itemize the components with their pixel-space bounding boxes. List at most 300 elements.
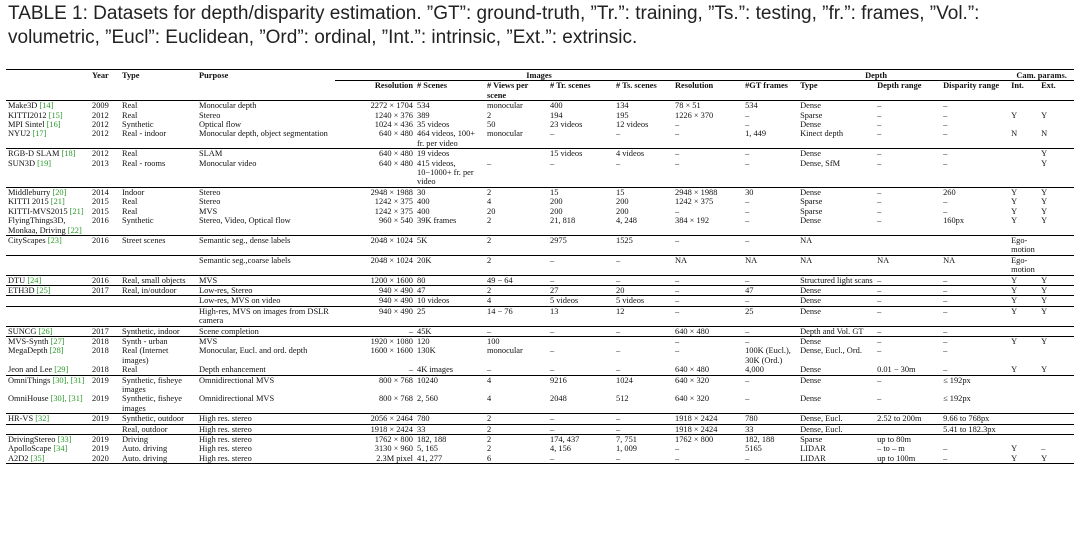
cell-train-scenes: 200 xyxy=(550,197,563,207)
cell-disparity-range xyxy=(941,435,1009,445)
cell-intrinsic xyxy=(1009,414,1039,424)
citation-link[interactable]: [16] xyxy=(46,120,61,130)
table-row xyxy=(6,159,1074,188)
table-row xyxy=(6,216,1074,235)
cell-test-scenes: 512 xyxy=(616,394,629,404)
cell-depth-range: – xyxy=(875,187,941,197)
cell-num-scenes: 33 xyxy=(415,424,485,434)
cell-intrinsic: Y xyxy=(1009,454,1039,464)
cell-views-per-scene: 2 xyxy=(485,255,548,275)
cell-disparity-range: – xyxy=(943,365,948,375)
citation-link[interactable]: [15] xyxy=(48,110,63,120)
cell-disparity-range: 9.66 to 768px xyxy=(941,414,1009,424)
cell-views-per-scene: – xyxy=(485,326,548,336)
header-num-scenes: # Scenes xyxy=(415,81,485,101)
cell-depth-resolution: – xyxy=(673,454,743,464)
cell-image-resolution: 2948 × 1988 xyxy=(335,187,415,197)
citation-link[interactable]: [30], [31] xyxy=(52,375,85,385)
cell-train-scenes: – xyxy=(548,424,614,434)
cell-depth-type: Dense xyxy=(800,216,821,226)
cell-depth-range: up to 80m xyxy=(875,435,941,445)
cell-test-scenes: – xyxy=(614,424,673,434)
cell-views-per-scene: 2 xyxy=(487,444,492,454)
cell-depth-range: – xyxy=(875,336,941,346)
cell-views-per-scene: 2 xyxy=(485,187,548,197)
cell-views-per-scene: 49 − 64 xyxy=(485,275,548,285)
cell-train-scenes: 27 xyxy=(548,285,614,295)
cell-train-scenes: 2975 xyxy=(548,235,614,255)
cell-type: Real, outdoor xyxy=(120,424,197,434)
cell-num-scenes: 80 xyxy=(415,275,485,285)
cell-depth-resolution: – xyxy=(673,275,743,285)
cell-gt-frames: – xyxy=(745,197,750,207)
cell-test-scenes: 134 xyxy=(614,101,673,111)
cell-gt-frames: 780 xyxy=(743,414,798,424)
cell-disparity-range: – xyxy=(941,296,1009,306)
cell-disparity-range: – xyxy=(941,101,1009,111)
header-dataset xyxy=(6,70,90,81)
cell-views-per-scene: 2 xyxy=(487,110,492,120)
cell-gt-frames: – xyxy=(745,158,750,168)
cell-intrinsic xyxy=(1009,435,1039,445)
cell-disparity-range: – xyxy=(943,346,948,356)
cell-intrinsic: Y xyxy=(1009,336,1039,346)
table-row xyxy=(6,235,1074,255)
cell-views-per-scene: 4 xyxy=(487,394,492,404)
cell-type: Auto. driving xyxy=(120,454,197,464)
cell-type: Synthetic xyxy=(122,216,154,226)
cell-intrinsic: Y xyxy=(1009,296,1039,306)
cell-dataset xyxy=(6,435,90,445)
citation-link[interactable]: [30], [31] xyxy=(50,394,83,404)
cell-dataset xyxy=(6,159,90,188)
cell-depth-range: – xyxy=(875,285,941,295)
citation-link[interactable]: [29] xyxy=(54,365,69,375)
cell-disparity-range: 260 xyxy=(941,187,1009,197)
cell-extrinsic: Y xyxy=(1039,187,1074,197)
cell-depth-type: Sparse xyxy=(798,435,875,445)
cell-gt-frames: – xyxy=(743,326,798,336)
cell-depth-type: Sparse xyxy=(800,206,823,216)
cell-depth-type: Kinect depth xyxy=(800,129,844,139)
citation-link[interactable]: [19] xyxy=(37,158,52,168)
cell-type: Driving xyxy=(120,435,197,445)
cell-image-resolution: 2048 × 1024 xyxy=(335,255,415,275)
cell-purpose: Depth enhancement xyxy=(199,365,266,375)
cell-disparity-range: – xyxy=(943,120,948,130)
dataset-name: KITTI2012 xyxy=(8,110,47,120)
cell-extrinsic xyxy=(1039,326,1074,336)
dataset-name: RGB-D SLAM xyxy=(8,149,60,159)
cell-depth-range xyxy=(875,424,941,434)
table-row xyxy=(6,111,1074,120)
cell-type xyxy=(120,306,197,326)
cell-intrinsic xyxy=(1009,326,1039,336)
cell-depth-resolution: 2948 × 1988 xyxy=(673,187,743,197)
header-depth-type: Type xyxy=(798,81,875,101)
cell-type: Real xyxy=(120,101,197,111)
cell-extrinsic: Y xyxy=(1039,149,1074,159)
cell-extrinsic: N xyxy=(1041,129,1048,139)
cell-dataset xyxy=(6,424,90,434)
cell-extrinsic xyxy=(1039,414,1074,424)
table-row xyxy=(6,414,1074,424)
header-group-cam-params: Cam. params. xyxy=(1009,70,1074,81)
cell-depth-resolution: – xyxy=(673,235,743,255)
cell-views-per-scene: 50 xyxy=(487,120,496,130)
cell-purpose: Omnidirectional MVS xyxy=(197,375,335,394)
cell-depth-type: Dense xyxy=(798,375,875,394)
cell-depth-range: – xyxy=(875,275,941,285)
citation-link[interactable]: [24] xyxy=(27,275,42,285)
cell-type: Auto. driving xyxy=(122,444,168,454)
cell-type: Street scenes xyxy=(120,235,197,255)
cell-views-per-scene: 2 xyxy=(485,235,548,255)
datasets-table xyxy=(6,69,1074,464)
cell-image-resolution: 800 × 768 xyxy=(335,375,415,394)
cell-extrinsic: Y xyxy=(1041,365,1048,375)
cell-depth-type: NA xyxy=(798,235,875,255)
citation-link[interactable]: [17] xyxy=(32,129,47,139)
cell-gt-frames: – xyxy=(745,206,750,216)
citation-link[interactable]: [34] xyxy=(53,444,68,454)
cell-train-scenes: – xyxy=(550,365,555,375)
cell-views-per-scene: 6 xyxy=(485,454,548,464)
cell-image-resolution: 1762 × 800 xyxy=(335,435,415,445)
dataset-name: HR-VS xyxy=(8,414,34,424)
cell-train-scenes: – xyxy=(548,326,614,336)
table-row xyxy=(6,275,1074,285)
cell-intrinsic: N xyxy=(1011,129,1018,139)
cell-gt-frames: – xyxy=(745,110,750,120)
cell-extrinsic: Y xyxy=(1041,216,1048,226)
cell-test-scenes: 1525 xyxy=(614,235,673,255)
cell-dataset xyxy=(6,414,90,424)
cell-purpose: High res. stereo xyxy=(199,444,252,454)
cell-disparity-range: NA xyxy=(941,255,1009,275)
cell-depth-resolution: 640 × 320 xyxy=(675,394,710,404)
cell-dataset xyxy=(6,306,90,326)
cell-views-per-scene: monocular xyxy=(485,101,548,111)
cell-views-per-scene: 100 xyxy=(485,336,548,346)
cell-dataset xyxy=(6,101,90,111)
cell-test-scenes: 4, 248 xyxy=(616,216,637,226)
cell-test-scenes: 15 xyxy=(614,187,673,197)
cell-depth-range: – xyxy=(875,375,941,394)
cell-train-scenes: – xyxy=(548,454,614,464)
table-body xyxy=(6,101,1074,464)
cell-train-scenes: 23 videos xyxy=(550,120,583,130)
cell-type: Real xyxy=(122,206,138,216)
cell-train-scenes: – xyxy=(550,129,555,139)
cell-depth-range: – xyxy=(877,120,882,130)
cell-type: Real - indoor xyxy=(122,129,167,139)
cell-test-scenes: – xyxy=(614,414,673,424)
cell-depth-type: Dense xyxy=(800,394,821,404)
cell-gt-frames: 30 xyxy=(743,187,798,197)
cell-image-resolution: 2056 × 2464 xyxy=(335,414,415,424)
header-depth-range: Depth range xyxy=(875,81,941,101)
cell-year: 2016 xyxy=(90,235,120,255)
cell-intrinsic xyxy=(1009,424,1039,434)
citation-link[interactable]: [18] xyxy=(61,149,76,159)
cell-purpose: Monocular depth, object segmentation xyxy=(199,129,328,139)
cell-gt-frames: 534 xyxy=(743,101,798,111)
cell-views-per-scene: 2 xyxy=(485,285,548,295)
cell-depth-resolution: – xyxy=(673,296,743,306)
cell-train-scenes: – xyxy=(548,275,614,285)
table-caption: TABLE 1: Datasets for depth/disparity estimation. ”GT”: ground-truth, ”Tr.”: training, ”Ts.”: testing, ”fr.”: frames, ”Vol.”: volumetric, ”Eucl”: Euclidean, ”Ord”: ordinal, ”Int.”: intrinsic, ”Ext.”: extrinsic. xyxy=(8,3,980,48)
cell-intrinsic: Y xyxy=(1011,365,1018,375)
cell-depth-range: – xyxy=(875,306,941,326)
citation-link[interactable]: [26] xyxy=(38,326,53,336)
table-row xyxy=(6,306,1074,326)
cell-year: 2019 xyxy=(90,435,120,445)
cell-dataset xyxy=(6,454,90,464)
cell-image-resolution: 940 × 490 xyxy=(335,296,415,306)
cell-dataset xyxy=(6,149,90,159)
cell-depth-type: Dense xyxy=(800,365,821,375)
cell-test-scenes: 1, 009 xyxy=(616,444,637,454)
cell-depth-type: Dense xyxy=(798,296,875,306)
table-row xyxy=(6,454,1074,464)
cell-gt-frames: – xyxy=(743,275,798,285)
cell-depth-type: Dense, Eucl. xyxy=(798,424,875,434)
cell-gt-frames: – xyxy=(745,394,750,404)
cell-depth-type: Dense, SfM xyxy=(800,158,841,168)
cell-purpose: Semantic seg., dense labels xyxy=(197,235,335,255)
cell-extrinsic xyxy=(1039,424,1074,434)
cell-depth-resolution: – xyxy=(675,158,680,168)
cell-disparity-range: – xyxy=(943,129,948,139)
cell-purpose: High res. stereo xyxy=(197,454,335,464)
cell-intrinsic: Y xyxy=(1009,187,1039,197)
cell-year: 2012 xyxy=(92,120,109,130)
cell-depth-type: LIDAR xyxy=(798,454,875,464)
cell-test-scenes: – xyxy=(616,365,621,375)
cell-num-scenes: 19 videos xyxy=(415,149,485,159)
table-row xyxy=(6,326,1074,336)
cell-intrinsic: Y xyxy=(1009,306,1039,326)
cell-year: 2012 xyxy=(92,110,109,120)
cell-depth-resolution: – xyxy=(673,149,743,159)
cell-extrinsic xyxy=(1039,394,1074,413)
cell-test-scenes: – xyxy=(616,346,621,356)
cell-extrinsic xyxy=(1039,375,1074,394)
cell-depth-type: Dense, Eucl. xyxy=(798,414,875,424)
cell-train-scenes: – xyxy=(550,158,555,168)
cell-disparity-range: – xyxy=(941,336,1009,346)
cell-depth-resolution: – xyxy=(675,206,680,216)
cell-year: 2018 xyxy=(90,336,120,346)
citation-link[interactable]: [20] xyxy=(52,187,67,197)
cell-dataset xyxy=(6,285,90,295)
cell-purpose: High res. stereo xyxy=(197,414,335,424)
cell-views-per-scene: – xyxy=(487,365,492,375)
cell-dataset xyxy=(6,111,90,120)
citation-link[interactable]: [21] xyxy=(69,206,84,216)
cell-dataset xyxy=(6,207,90,216)
cell-views-per-scene: 4 xyxy=(485,296,548,306)
cell-depth-type: Dense, Eucl., Ord. xyxy=(800,346,862,356)
cell-views-per-scene: – xyxy=(487,158,492,168)
cell-gt-frames: – xyxy=(745,216,750,226)
citation-link[interactable]: [21] xyxy=(50,197,65,207)
cell-year xyxy=(90,255,120,275)
cell-views-per-scene: 2 xyxy=(485,435,548,445)
cell-dataset xyxy=(6,120,90,129)
header-intrinsic: Int. xyxy=(1009,81,1039,101)
cell-gt-frames: 5165 xyxy=(745,444,762,454)
cell-depth-type: Sparse xyxy=(800,197,823,207)
cell-views-per-scene: 2 xyxy=(487,216,492,226)
header-depth-resolution: Resolution xyxy=(673,81,743,101)
cell-year: 2012 xyxy=(90,149,120,159)
cell-image-resolution: 1242 × 375 xyxy=(374,197,413,207)
cell-purpose: Monocular video xyxy=(199,158,257,168)
cell-intrinsic: Y xyxy=(1011,216,1018,226)
cell-gt-frames: 182, 188 xyxy=(743,435,798,445)
cell-num-scenes: 45K xyxy=(415,326,485,336)
citation-link[interactable]: [23] xyxy=(47,235,62,245)
cell-purpose: Stereo, Video, Optical flow xyxy=(199,216,291,226)
cell-num-scenes: 4K images xyxy=(417,365,454,375)
cell-year xyxy=(90,306,120,326)
cell-extrinsic: Y xyxy=(1039,336,1074,346)
cell-disparity-range: – xyxy=(941,285,1009,295)
cell-dataset xyxy=(6,375,90,394)
cell-type: Real xyxy=(122,365,138,375)
cell-intrinsic: Y xyxy=(1011,197,1018,207)
cell-depth-resolution: 1918 × 2424 xyxy=(673,414,743,424)
cell-test-scenes: – xyxy=(616,158,621,168)
table-row xyxy=(6,336,1074,346)
cell-num-scenes: 780 xyxy=(415,414,485,424)
cell-year: 2017 xyxy=(90,285,120,295)
cell-gt-frames: – xyxy=(743,454,798,464)
header-extrinsic: Ext. xyxy=(1039,81,1074,101)
citation-link[interactable]: [28] xyxy=(49,346,64,356)
cell-image-resolution: 2.3M pixel xyxy=(335,454,415,464)
citation-link[interactable]: [22] xyxy=(67,225,82,235)
cell-intrinsic xyxy=(1009,101,1039,111)
cell-purpose: High-res, MVS on images from DSLR camera xyxy=(197,306,335,326)
cell-views-per-scene: 4 xyxy=(485,375,548,394)
cell-extrinsic xyxy=(1039,235,1074,255)
cell-purpose: MVS xyxy=(197,336,335,346)
table-row xyxy=(6,394,1074,413)
cell-image-resolution: 640 × 480 xyxy=(378,129,413,139)
header-year: Year xyxy=(90,70,120,81)
cell-train-scenes: 9216 xyxy=(548,375,614,394)
table-row xyxy=(6,197,1074,206)
cell-year: 2018 xyxy=(92,346,109,356)
cell-depth-range: up to 100m xyxy=(875,454,941,464)
cell-year: 2019 xyxy=(90,414,120,424)
cell-train-scenes: 21, 818 xyxy=(550,216,576,226)
table-row xyxy=(6,346,1074,365)
cell-test-scenes: – xyxy=(616,129,621,139)
cell-depth-type: LIDAR xyxy=(800,444,826,454)
cell-gt-frames: 25 xyxy=(743,306,798,326)
citation-link[interactable]: [27] xyxy=(50,336,65,346)
cell-dataset xyxy=(6,275,90,285)
cell-depth-range xyxy=(875,235,941,255)
citation-link[interactable]: [25] xyxy=(36,285,51,295)
cell-year: 2015 xyxy=(92,197,109,207)
cell-type xyxy=(120,296,197,306)
cell-views-per-scene: 14 − 76 xyxy=(485,306,548,326)
dataset-name: FlyingThings3D, Monkaa, Driving xyxy=(8,216,66,235)
citation-link[interactable]: [35] xyxy=(30,453,45,463)
table-row xyxy=(6,255,1074,275)
citation-link[interactable]: [14] xyxy=(39,101,54,111)
cell-purpose: Stereo xyxy=(197,187,335,197)
dataset-name: Jeon and Lee xyxy=(8,365,53,375)
cell-depth-resolution: 640 × 480 xyxy=(675,365,710,375)
table-row xyxy=(6,129,1074,148)
cell-depth-range: – xyxy=(877,158,882,168)
table-row xyxy=(6,424,1074,434)
cell-train-scenes: – xyxy=(548,255,614,275)
cell-dataset xyxy=(6,129,90,148)
cell-disparity-range: ≤ 192px xyxy=(941,375,1009,394)
cell-purpose: Monocular, Eucl. and ord. depth xyxy=(199,346,308,356)
cell-views-per-scene: 2 xyxy=(485,414,548,424)
cell-dataset xyxy=(6,216,90,235)
cell-year xyxy=(90,296,120,306)
cell-gt-frames: 100K (Eucl.), 30K (Ord.) xyxy=(745,346,791,365)
cell-depth-type: Dense xyxy=(800,120,821,130)
dataset-name: KITTI 2015 xyxy=(8,197,49,207)
cell-train-scenes: 400 xyxy=(548,101,614,111)
cell-depth-range: 0.01 − 30m xyxy=(877,365,916,375)
cell-depth-resolution: – xyxy=(673,336,743,346)
cell-year: 2012 xyxy=(92,129,109,139)
cell-intrinsic: Ego-motion xyxy=(1009,255,1039,275)
cell-depth-resolution: 384 × 192 xyxy=(675,216,710,226)
dataset-name: SUN3D xyxy=(8,158,35,168)
cell-depth-resolution: 78 × 51 xyxy=(673,101,743,111)
cell-depth-resolution: – xyxy=(675,129,680,139)
cell-dataset xyxy=(6,336,90,346)
cell-disparity-range: 5.41 to 182.3px xyxy=(941,424,1009,434)
cell-gt-frames: – xyxy=(743,235,798,255)
dataset-name: OmniHouse xyxy=(8,394,49,404)
dataset-name: A2D2 xyxy=(8,453,29,463)
cell-views-per-scene xyxy=(485,149,548,159)
cell-depth-range: – xyxy=(877,110,882,120)
cell-purpose: High res. stereo xyxy=(197,424,335,434)
cell-depth-range: 2.52 to 200m xyxy=(875,414,941,424)
cell-purpose: Monocular depth xyxy=(197,101,335,111)
cell-purpose: SLAM xyxy=(197,149,335,159)
cell-purpose: MVS xyxy=(199,206,218,216)
cell-extrinsic xyxy=(1039,346,1074,365)
cell-depth-range: – xyxy=(875,296,941,306)
cell-train-scenes: 5 videos xyxy=(548,296,614,306)
cell-depth-resolution: – xyxy=(673,285,743,295)
header-test-scenes: # Ts. scenes xyxy=(614,81,673,101)
cell-extrinsic: Y xyxy=(1041,158,1048,168)
dataset-name: KITTI-MVS2015 xyxy=(8,206,68,216)
cell-depth-resolution: 1226 × 370 xyxy=(675,110,714,120)
cell-dataset xyxy=(6,346,90,365)
cell-depth-type: Dense xyxy=(798,187,875,197)
citation-link[interactable]: [32] xyxy=(35,414,50,424)
cell-intrinsic: Y xyxy=(1009,275,1039,285)
citation-link[interactable]: [33] xyxy=(57,435,72,445)
